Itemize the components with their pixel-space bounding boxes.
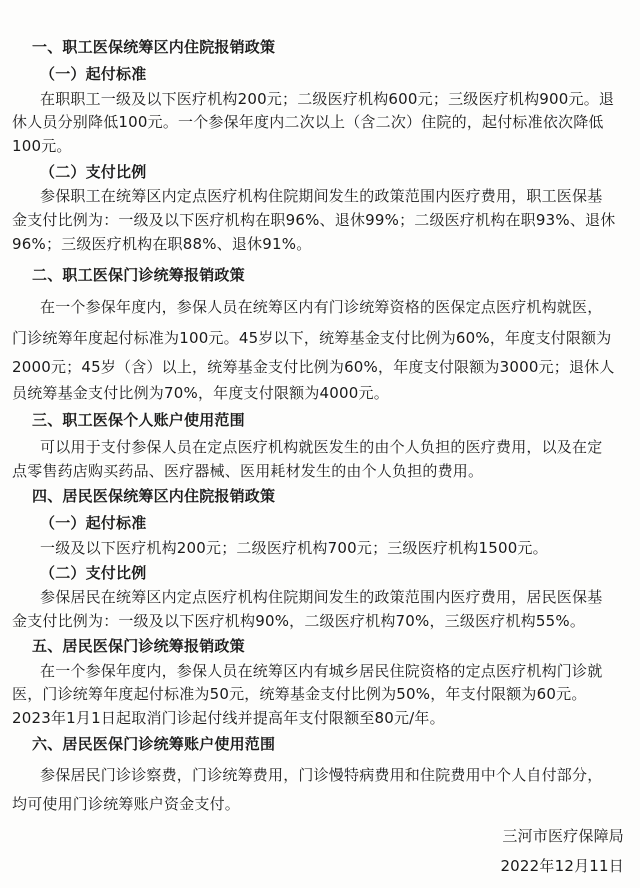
paragraph-line: 医，门诊统筹年度起付标准为50元，统筹基金支付比例为50%，年支付限额为60元。 <box>12 685 587 703</box>
paragraph-line: 参保居民在统筹区内定点医疗机构住院期间发生的政策范围内医疗费用，居民医保基 <box>40 588 603 606</box>
paragraph-line: 均可使用门诊统筹账户资金支付。 <box>12 795 241 813</box>
subsection-title-1-2: （二）支付比例 <box>40 163 147 181</box>
paragraph-line: 参保职工在统筹区内定点医疗机构住院期间发生的政策范围内医疗费用，职工医保基 <box>40 187 603 205</box>
subsection-title-1-1: （一）起付标准 <box>40 65 147 83</box>
paragraph-line: 点零售药店购买药品、医疗器械、医用耗材发生的由个人负担的费用。 <box>12 462 484 480</box>
paragraph-line: 一级及以下医疗机构200元；二级医疗机构700元；三级医疗机构1500元。 <box>40 539 548 557</box>
paragraph-line: 在职职工一级及以下医疗机构200元；二级医疗机构600元；三级医疗机构900元。退 <box>40 90 615 108</box>
subsection-title-4-1: （一）起付标准 <box>40 514 147 532</box>
subsection-title-4-2: （二）支付比例 <box>40 564 147 582</box>
paragraph-line: 2000元；45岁（含）以上，统筹基金支付比例为60%，年度支付限额为3000元；退休人 <box>12 358 615 376</box>
paragraph-line: 可以用于支付参保人员在定点医疗机构就医发生的由个人负担的医疗费用，以及在定 <box>40 438 603 456</box>
paragraph-line: 在一个参保年度内，参保人员在统筹区内有城乡居民住院资格的定点医疗机构门诊就 <box>40 662 603 680</box>
section-title-3: 三、职工医保个人账户使用范围 <box>32 411 245 429</box>
issue-date: 2022年12月11日 <box>500 857 624 875</box>
section-title-4: 四、居民医保统筹区内住院报销政策 <box>32 487 276 505</box>
paragraph-line: 休人员分别降低100元。一个参保年度内二次以上（含二次）住院的，起付标准依次降低 <box>12 113 604 131</box>
paragraph-line: 2023年1月1日起取消门诊起付线并提高年支付限额至80元/年。 <box>12 709 445 727</box>
paragraph-line: 96%；三级医疗机构在职88%、退休91%。 <box>12 235 312 253</box>
paragraph-line: 参保居民门诊诊察费，门诊统筹费用，门诊慢特病费用和住院费用中个人自付部分， <box>40 766 603 784</box>
paragraph-line: 员统筹基金支付比例为70%，年度支付限额为4000元。 <box>12 384 389 402</box>
section-title-1: 一、职工医保统筹区内住院报销政策 <box>32 38 276 56</box>
section-title-5: 五、居民医保门诊统筹报销政策 <box>32 637 245 655</box>
paragraph-line: 金支付比例为：一级及以下医疗机构在职96%、退休99%；二级医疗机构在职93%、退休 <box>12 211 616 229</box>
paragraph-line: 门诊统筹年度起付标准为100元。45岁以下，统筹基金支付比例为60%，年度支付限额为 <box>12 329 612 347</box>
issuing-organization: 三河市医疗保障局 <box>502 827 624 845</box>
paragraph-line: 在一个参保年度内，参保人员在统筹区内有门诊统筹资格的医保定点医疗机构就医， <box>40 298 603 316</box>
paragraph-line: 100元。 <box>12 137 72 155</box>
section-title-6: 六、居民医保门诊统筹账户使用范围 <box>32 735 276 753</box>
section-title-2: 二、职工医保门诊统筹报销政策 <box>32 266 245 284</box>
paragraph-line: 金支付比例为：一级及以下医疗机构90%，二级医疗机构70%，三级医疗机构55%。 <box>12 612 586 630</box>
